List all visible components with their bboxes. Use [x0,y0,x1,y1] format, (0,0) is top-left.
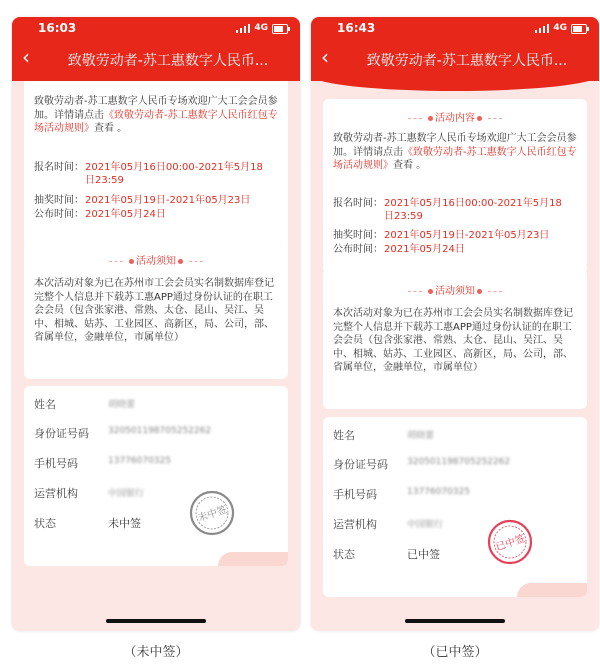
name-value: 胡晓蕾 [108,400,136,410]
activity-rules-link[interactable]: 《致敬劳动者-苏工惠数字人民币红包专场活动规则》 [34,109,278,134]
home-indicator[interactable] [106,619,206,623]
phone-number-value: 13776070325 [108,456,171,466]
announce-time-value: 2021年05月24日 [384,244,465,255]
not-won-stamp-icon [189,490,235,536]
lottery-time-value: 2021年05月19日-2021年05月23日 [85,195,251,206]
phone-number-value: 13776070325 [407,487,470,497]
user-info-card [323,417,587,597]
status-time: 16:03 [38,21,77,35]
status-row: 状态 已中签 [333,548,440,561]
card-decoration-wave [218,552,288,566]
won-stamp-icon [487,519,533,565]
status-value: 未中签 [108,517,141,530]
activity-notice-card [323,269,587,409]
phone-number-row: 手机号码 13776070325 [333,487,470,501]
activity-notice-title: 活动须知 [24,252,288,267]
signup-time-value: 2021年05月16日00:00-2021年5月18日23:59 [85,162,263,186]
card-decoration-wave [517,583,587,597]
id-number-row: 身份证号码 320501198705252262 [34,426,212,440]
won-stamp-text: 已中签 [494,533,527,554]
caption-not-won: （未中签） [123,645,189,660]
battery-icon [272,24,288,34]
back-arrow-icon[interactable]: ‹ [22,45,30,69]
activity-intro: 致敬劳动者-苏工惠数字人民币专场欢迎广大工会会员参加。详情请点击《致敬劳动者-苏工惠数字人民币红包专场活动规则》查看 。 [333,133,577,171]
page-title: 致敬劳动者-苏工惠数字人民币... [366,53,568,69]
activity-content-title: 活动内容 [323,109,587,124]
activity-notice-text: 本次活动对象为已在苏州市工会会员实名制数据库登记完整个人信息并下载苏工惠APP通过身份认证的在职工会会员（包含张家港、常熟、太仓、昆山、吴江、吴中、相城、姑苏、工业园区、高新区，局、公司，部、省属单位，金融单位，市属单位） [333,308,573,373]
lottery-time-value: 2021年05月19日-2021年05月23日 [384,230,550,241]
phone-screen-won [311,17,599,631]
not-won-stamp-text: 未中签 [196,504,229,525]
operator-value: 中国银行 [108,489,145,499]
page-title: 致敬劳动者-苏工惠数字人民币... [67,53,269,69]
nav-bar [311,39,599,81]
signup-time-value: 2021年05月16日00:00-2021年5月18日23:59 [384,198,562,222]
home-indicator[interactable] [405,619,505,623]
activity-content-card: 活动内容 致敬劳动者-苏工惠数字人民币专场欢迎广大工会会员参加。详情请点击《致敬劳动者-苏工惠数字人民币红包专场活动规则》查看 。 报名时间： 2021年05月16日00:00-2021年5月18日23:59 抽奖时间： 2021年05月19日-2021年05月23日 公布时间： 2021年05月24日 [323,99,587,274]
user-info-card [24,386,288,566]
nav-bar [12,39,300,81]
activity-intro: 致敬劳动者-苏工惠数字人民币专场欢迎广大工会会员参加。详情请点击《致敬劳动者-苏工惠数字人民币红包专场活动规则》查看 。 [34,96,278,134]
activity-notice-text: 本次活动对象为已在苏州市工会会员实名制数据库登记完整个人信息并下载苏工惠APP通过身份认证的在职工会会员（包含张家港、常熟、太仓、昆山、吴江、吴中、相城、姑苏、工业园区、高新区，局、公司，部、省属单位，金融单位，市属单位） [34,278,274,343]
name-row: 姓名 胡晓蕾 [34,398,136,411]
phone-number-row: 手机号码 13776070325 [34,456,171,470]
status-bar [311,17,599,39]
status-bar [12,17,300,39]
battery-icon [571,24,587,34]
activity-notice-title: 活动须知 [323,282,587,297]
operator-value: 中国银行 [407,520,444,530]
name-value: 胡晓蕾 [407,431,435,441]
status-time: 16:43 [337,21,376,35]
id-number-value: 320501198705252262 [407,457,511,467]
operator-row: 运营机构 中国银行 [333,518,444,531]
id-number-row: 身份证号码 320501198705252262 [333,457,511,471]
id-number-value: 320501198705252262 [108,426,212,436]
name-row: 姓名 胡晓蕾 [333,429,435,442]
status-row: 状态 未中签 [34,517,141,530]
network-type: 4G [553,23,567,33]
back-arrow-icon[interactable]: ‹ [321,45,329,69]
status-value: 已中签 [407,548,440,561]
signal-icon [236,24,250,33]
operator-row: 运营机构 中国银行 [34,487,145,500]
signal-icon [535,24,549,33]
network-type: 4G [254,23,268,33]
activity-notice-card [24,239,288,379]
activity-rules-link[interactable]: 《致敬劳动者-苏工惠数字人民币红包专场活动规则》 [333,146,577,171]
activity-content-card: 致敬劳动者-苏工惠数字人民币专场欢迎广大工会会员参加。详情请点击《致敬劳动者-苏工惠数字人民币红包专场活动规则》查看 。 报名时间： 2021年05月16日00:00-2021年5月18日23:59 抽奖时间： 2021年05月19日-2021年05月23日 公布时间： 2021年05月24日 [24,67,288,247]
announce-time-value: 2021年05月24日 [85,209,166,220]
phone-screen-not-won [12,17,300,631]
caption-won: （已中签） [422,645,488,660]
